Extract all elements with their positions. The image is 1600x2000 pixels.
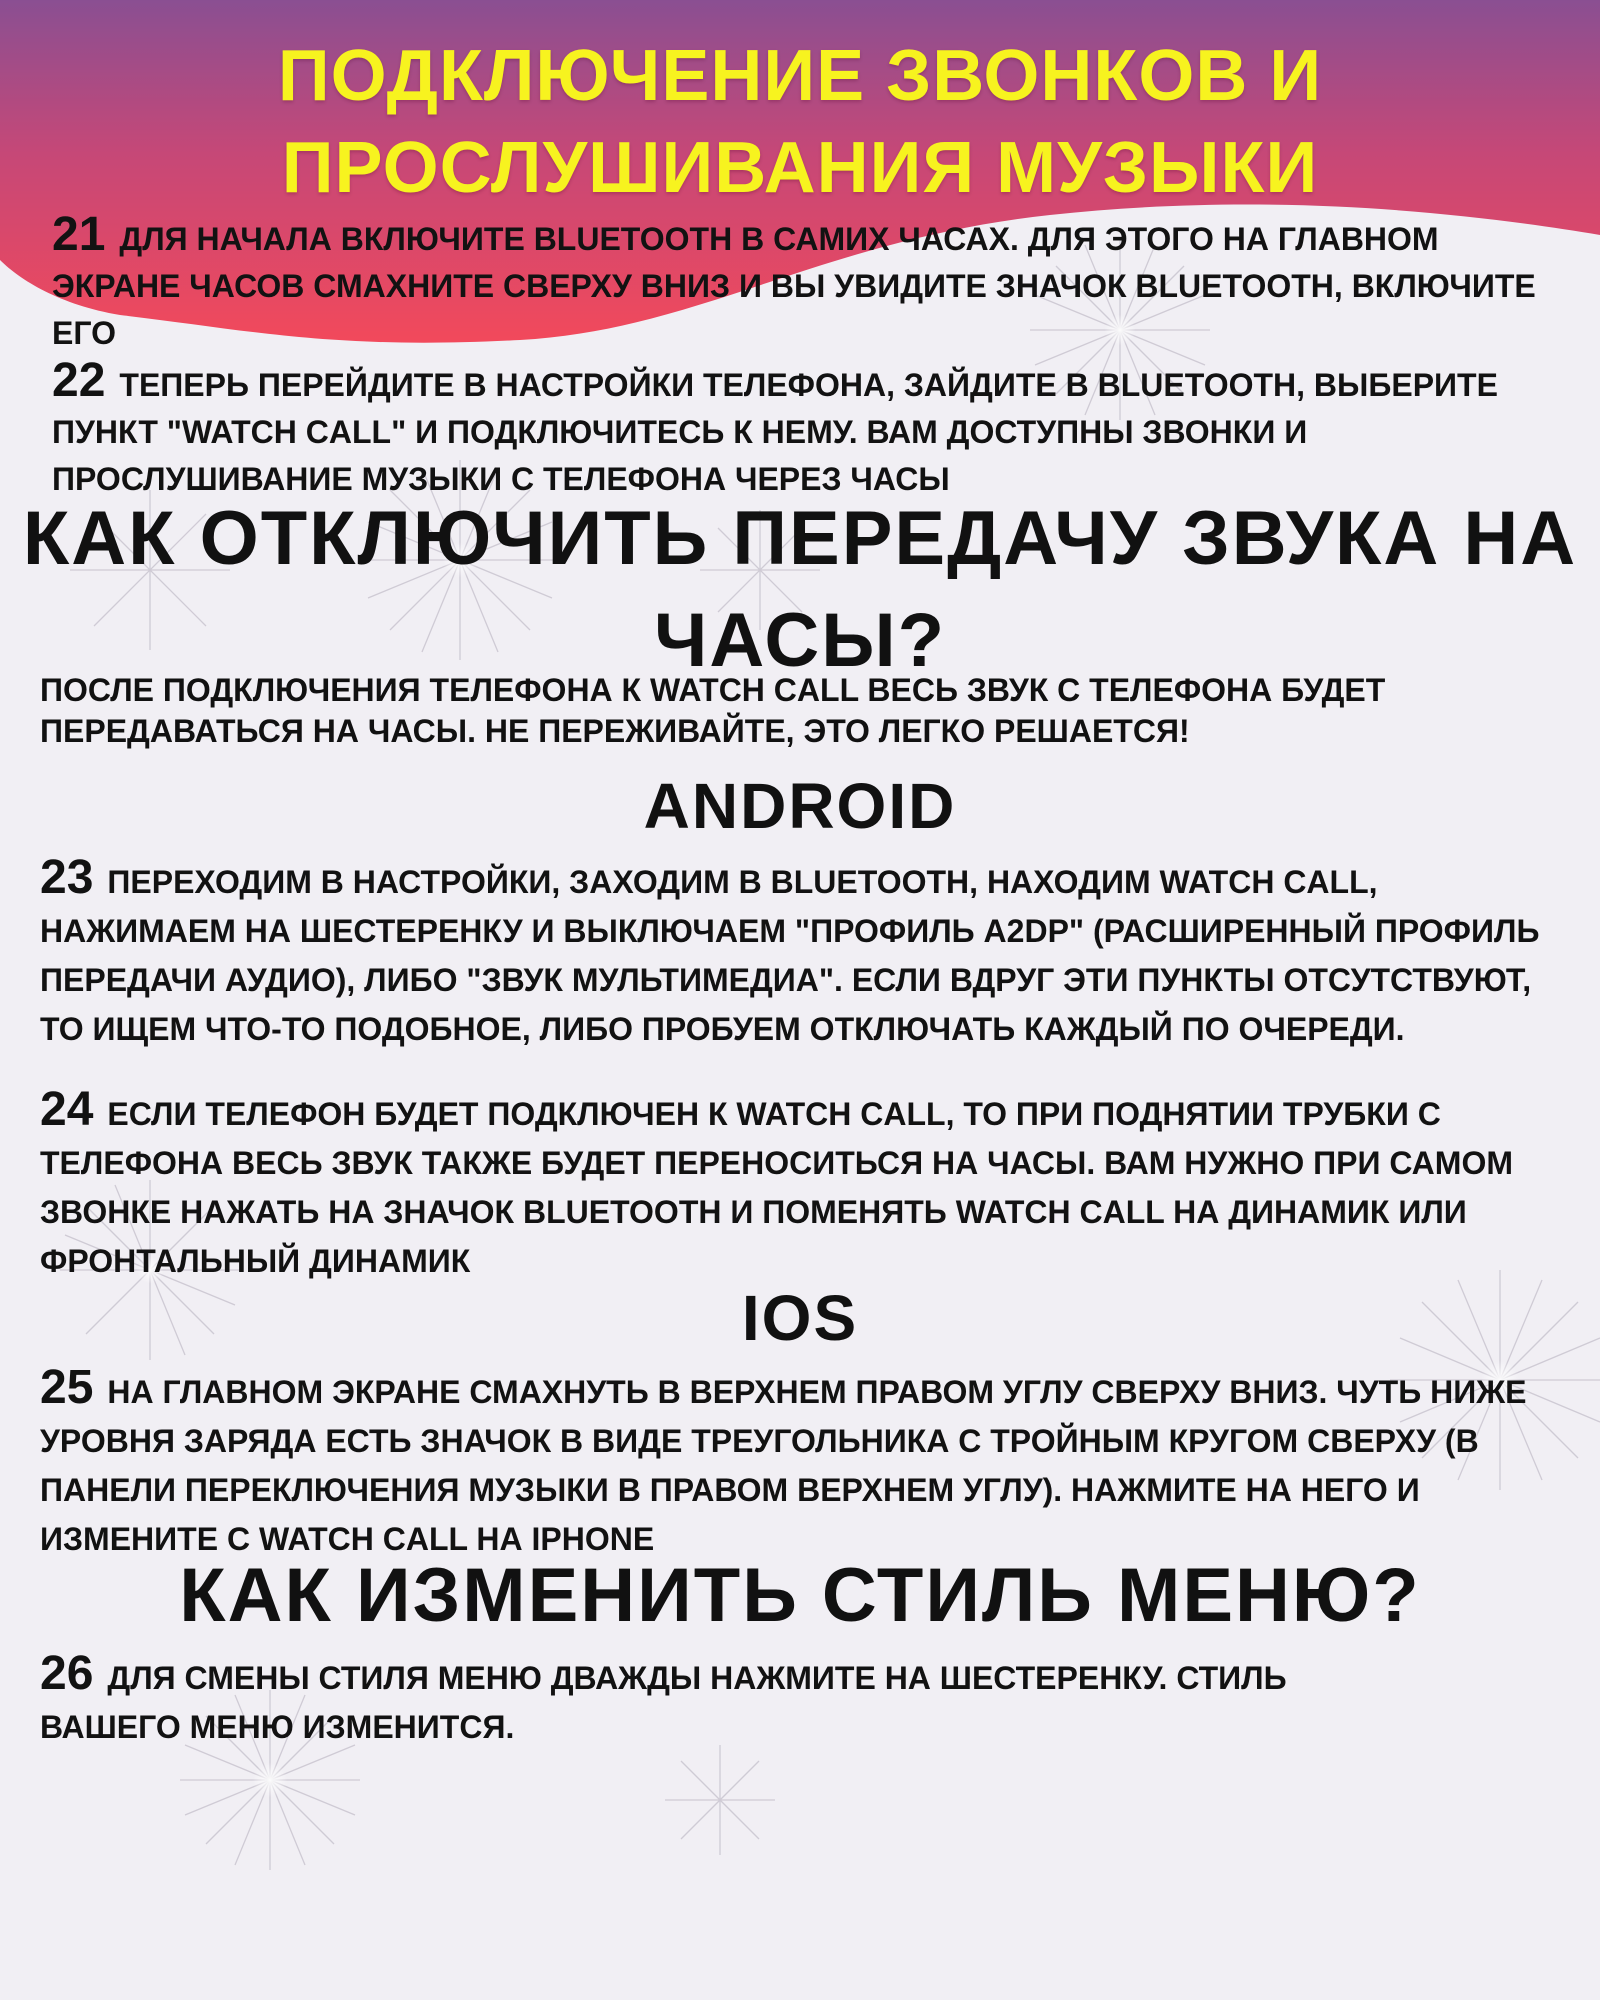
step-number: 22 — [52, 354, 106, 407]
step-text: НА ГЛАВНОМ ЭКРАНЕ СМАХНУТЬ В ВЕРХНЕМ ПРАВОМ УГЛУ СВЕРХУ ВНИЗ. ЧУТЬ НИЖЕ УРОВНЯ ЗАРЯДА ЕСТЬ ЗНАЧОК В ВИДЕ ТРЕУГОЛЬНИКА С ТРОЙНЫМ КРУГОМ СВЕРХУ (В ПАНЕЛИ ПЕРЕКЛЮЧЕНИЯ МУЗЫКИ В ПРАВОМ ВЕРХНЕМ УГЛУ). НАЖМИТЕ НА НЕГО И ИЗМЕНИТЕ С WATCH CALL НА IPHONE — [40, 1374, 1527, 1557]
step-text: ТЕПЕРЬ ПЕРЕЙДИТЕ В НАСТРОЙКИ ТЕЛЕФОНА, ЗАЙДИТЕ В BLUETOOTH, ВЫБЕРИТЕ ПУНКТ "WATCH CALL" И ПОДКЛЮЧИТЕСЬ К НЕМУ. ВАМ ДОСТУПНЫ ЗВОНКИ И ПРОСЛУШИВАНИЕ МУЗЫКИ С ТЕЛЕФОНА ЧЕРЕЗ ЧАСЫ — [52, 367, 1498, 497]
section-intro: ПОСЛЕ ПОДКЛЮЧЕНИЯ ТЕЛЕФОНА К WATCH CALL ВЕСЬ ЗВУК С ТЕЛЕФОНА БУДЕТ ПЕРЕДАВАТЬСЯ НА ЧАСЫ. НЕ ПЕРЕЖИВАЙТЕ, ЭТО ЛЕГКО РЕШАЕТСЯ! — [40, 672, 1386, 749]
step-number: 23 — [40, 851, 94, 904]
section-title-ios: IOS — [741, 1282, 859, 1354]
section-title-line1: КАК ОТКЛЮЧИТЬ ПЕРЕДАЧУ ЗВУКА НА — [22, 496, 1578, 581]
step-22 — [52, 354, 1552, 506]
page-title-line1: ПОДКЛЮЧЕНИЕ ЗВОНКОВ И — [277, 36, 1323, 116]
section-title-android: ANDROID — [643, 770, 957, 842]
step-number: 21 — [52, 208, 106, 261]
step-text: ДЛЯ НАЧАЛА ВКЛЮЧИТЕ BLUETOOTH В САМИХ ЧАСАХ. ДЛЯ ЭТОГО НА ГЛАВНОМ ЭКРАНЕ ЧАСОВ СМАХНИТЕ СВЕРХУ ВНИЗ И ВЫ УВИДИТЕ ЗНАЧОК BLUETOOTH, ВКЛЮЧИТЕ ЕГО — [52, 221, 1536, 351]
page-title — [0, 30, 1600, 214]
section-title-line2: ЧАСЫ? — [653, 598, 947, 683]
section-title-disable-sound — [0, 488, 1600, 692]
step-text: ЕСЛИ ТЕЛЕФОН БУДЕТ ПОДКЛЮЧЕН К WATCH CALL, ТО ПРИ ПОДНЯТИИ ТРУБКИ С ТЕЛЕФОНА ВЕСЬ ЗВУК ТАКЖЕ БУДЕТ ПЕРЕНОСИТЬСЯ НА ЧАСЫ. ВАМ НУЖНО ПРИ САМОМ ЗВОНКЕ НАЖАТЬ НА ЗНАЧОК BLUETOOTH И ПОМЕНЯТЬ WATCH CALL НА ДИНАМИК ИЛИ ФРОНТАЛЬНЫЙ ДИНАМИК — [40, 1096, 1513, 1279]
step-23 — [40, 851, 1570, 1057]
step-number: 26 — [40, 1647, 94, 1700]
section-title-menu-style: КАК ИЗМЕНИТЬ СТИЛЬ МЕНЮ? — [179, 1553, 1421, 1638]
step-26 — [40, 1647, 1340, 1755]
step-number: 24 — [40, 1083, 94, 1136]
step-text: ДЛЯ СМЕНЫ СТИЛЯ МЕНЮ ДВАЖДЫ НАЖМИТЕ НА ШЕСТЕРЕНКУ. СТИЛЬ ВАШЕГО МЕНЮ ИЗМЕНИТСЯ. — [40, 1660, 1287, 1745]
step-24 — [40, 1083, 1570, 1289]
step-25 — [40, 1361, 1570, 1567]
page-title-line2: ПРОСЛУШИВАНИЯ МУЗЫКИ — [281, 128, 1319, 208]
step-number: 25 — [40, 1361, 94, 1414]
step-21 — [52, 208, 1552, 360]
step-text: ПЕРЕХОДИМ В НАСТРОЙКИ, ЗАХОДИМ В BLUETOOTH, НАХОДИМ WATCH CALL, НАЖИМАЕМ НА ШЕСТЕРЕНКУ И ВЫКЛЮЧАЕМ "ПРОФИЛЬ A2DP" (РАСШИРЕННЫЙ ПРОФИЛЬ ПЕРЕДАЧИ АУДИО), ЛИБО "ЗВУК МУЛЬТИМЕДИА". ЕСЛИ ВДРУГ ЭТИ ПУНКТЫ ОТСУТСТВУЮТ, ТО ИЩЕМ ЧТО-ТО ПОДОБНОЕ, ЛИБО ПРОБУЕМ ОТКЛЮЧАТЬ КАЖДЫЙ ПО ОЧЕРЕДИ. — [40, 864, 1540, 1047]
